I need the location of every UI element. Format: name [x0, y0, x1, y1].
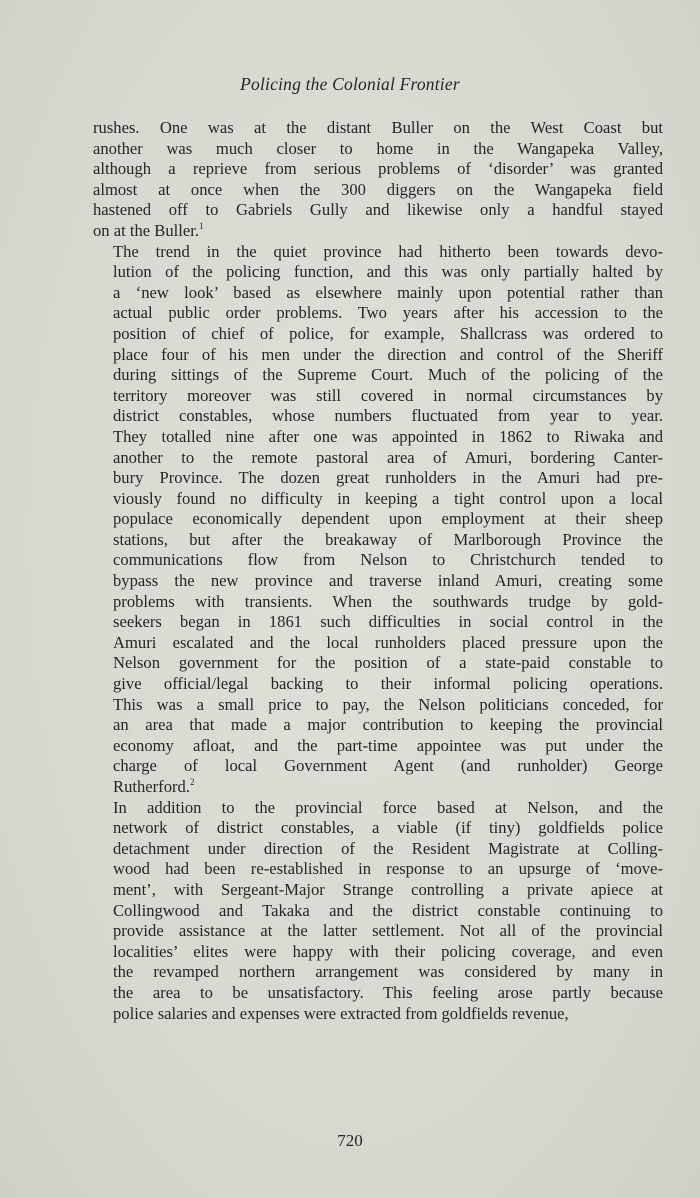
text-line: bypass the new province and traverse inland Amuri, creating some	[113, 571, 663, 591]
text-line: charge of local Government Agent (and runholder) George	[113, 756, 663, 776]
text-line: another to the remote pastoral area of Amuri, bordering Canter-	[113, 447, 663, 467]
text-line: localities’ elites were happy with their policing coverage, and even	[113, 941, 663, 961]
text-line: populace economically dependent upon employment at their sheep	[113, 509, 663, 529]
text-line: although a reprieve from serious problems of ‘disorder’ was granted	[93, 159, 663, 179]
text-line: stations, but after the breakaway of Marlborough Province the	[113, 529, 663, 549]
text-line: communications flow from Nelson to Christchurch tended to	[113, 550, 663, 570]
running-head: Policing the Colonial Frontier	[240, 74, 460, 94]
text-line: a ‘new look’ based as elsewhere mainly upon potential rather than	[113, 282, 663, 302]
text-line: lution of the policing function, and this was only partially halted by	[113, 262, 663, 282]
text-line: almost at once when the 300 diggers on the Wangapeka field	[93, 179, 663, 199]
text-line: provide assistance at the latter settlement. Not all of the provincial	[113, 921, 663, 941]
text-line: Rutherford.$^2$	[113, 777, 195, 796]
text-line: network of district constables, a viable (if tiny) goldfields police	[113, 818, 663, 838]
paragraph	[93, 242, 663, 798]
footnote-marker: 2	[189, 777, 195, 787]
text-line: problems with transients. When the southwards trudge by gold-	[113, 591, 663, 611]
text-line: wood had been re-established in response to an upsurge of ‘move-	[113, 859, 663, 879]
text-line: an area that made a major contribution to keeping the provincial	[113, 715, 663, 735]
text-line: The trend in the quiet province had hitherto been towards devo-	[113, 241, 663, 261]
body-text	[93, 118, 663, 1024]
text-line: ment’, with Sergeant-Major Strange controlling a private apiece at	[113, 879, 663, 899]
text-line: In addition to the provincial force based at Nelson, and the	[113, 797, 663, 817]
text-line: give official/legal backing to their informal policing operations.	[113, 674, 663, 694]
text-line: another was much closer to home in the Wangapeka Valley,	[93, 138, 663, 158]
text-line: police salaries and expenses were extracted from goldfields revenue,	[113, 1003, 569, 1023]
text-line: hastened off to Gabriels Gully and likewise only a handful stayed	[93, 200, 663, 220]
paragraph	[93, 798, 663, 1025]
text-line: bury Province. The dozen great runholders in the Amuri had pre-	[113, 468, 663, 488]
text-line: viously found no difficulty in keeping a tight control upon a local	[113, 488, 663, 508]
text-line: actual public order problems. Two years after his accession to the	[113, 303, 663, 323]
text-line: rushes. One was at the distant Buller on the West Coast but	[93, 118, 663, 137]
text-line: seekers began in 1861 such difficulties in social control in the	[113, 612, 663, 632]
text-line: They totalled nine after one was appointed in 1862 to Riwaka and	[113, 426, 663, 446]
text-line: position of chief of police, for example, Shallcrass was ordered to	[113, 323, 663, 343]
page-number: 720	[337, 1131, 363, 1150]
text-line: economy afloat, and the part-time appointee was put under the	[113, 735, 663, 755]
text-line: the area to be unsatisfactory. This feeling arose partly because	[113, 982, 663, 1002]
text-line: This was a small price to pay, the Nelson politicians conceded, for	[113, 694, 663, 714]
text-line: Amuri escalated and the local runholders placed pressure upon the	[113, 632, 663, 652]
text-line: territory moreover was still covered in normal circumstances by	[113, 385, 663, 405]
text-line: Collingwood and Takaka and the district constable continuing to	[113, 900, 663, 920]
footnote-marker: 1	[199, 220, 204, 231]
text-line: Nelson government for the position of a state-paid constable to	[113, 653, 663, 673]
text-line: the revamped northern arrangement was considered by many in	[113, 962, 663, 982]
text-line: detachment under direction of the Resident Magistrate at Colling-	[113, 838, 663, 858]
text-line: district constables, whose numbers fluctuated from year to year.	[113, 406, 663, 426]
text-line: place four of his men under the direction and control of the Sheriff	[113, 344, 663, 364]
text-line: during sittings of the Supreme Court. Much of the policing of the	[113, 365, 663, 385]
text-line: on at the Buller.$^1$	[93, 220, 204, 240]
paragraph	[93, 118, 663, 242]
